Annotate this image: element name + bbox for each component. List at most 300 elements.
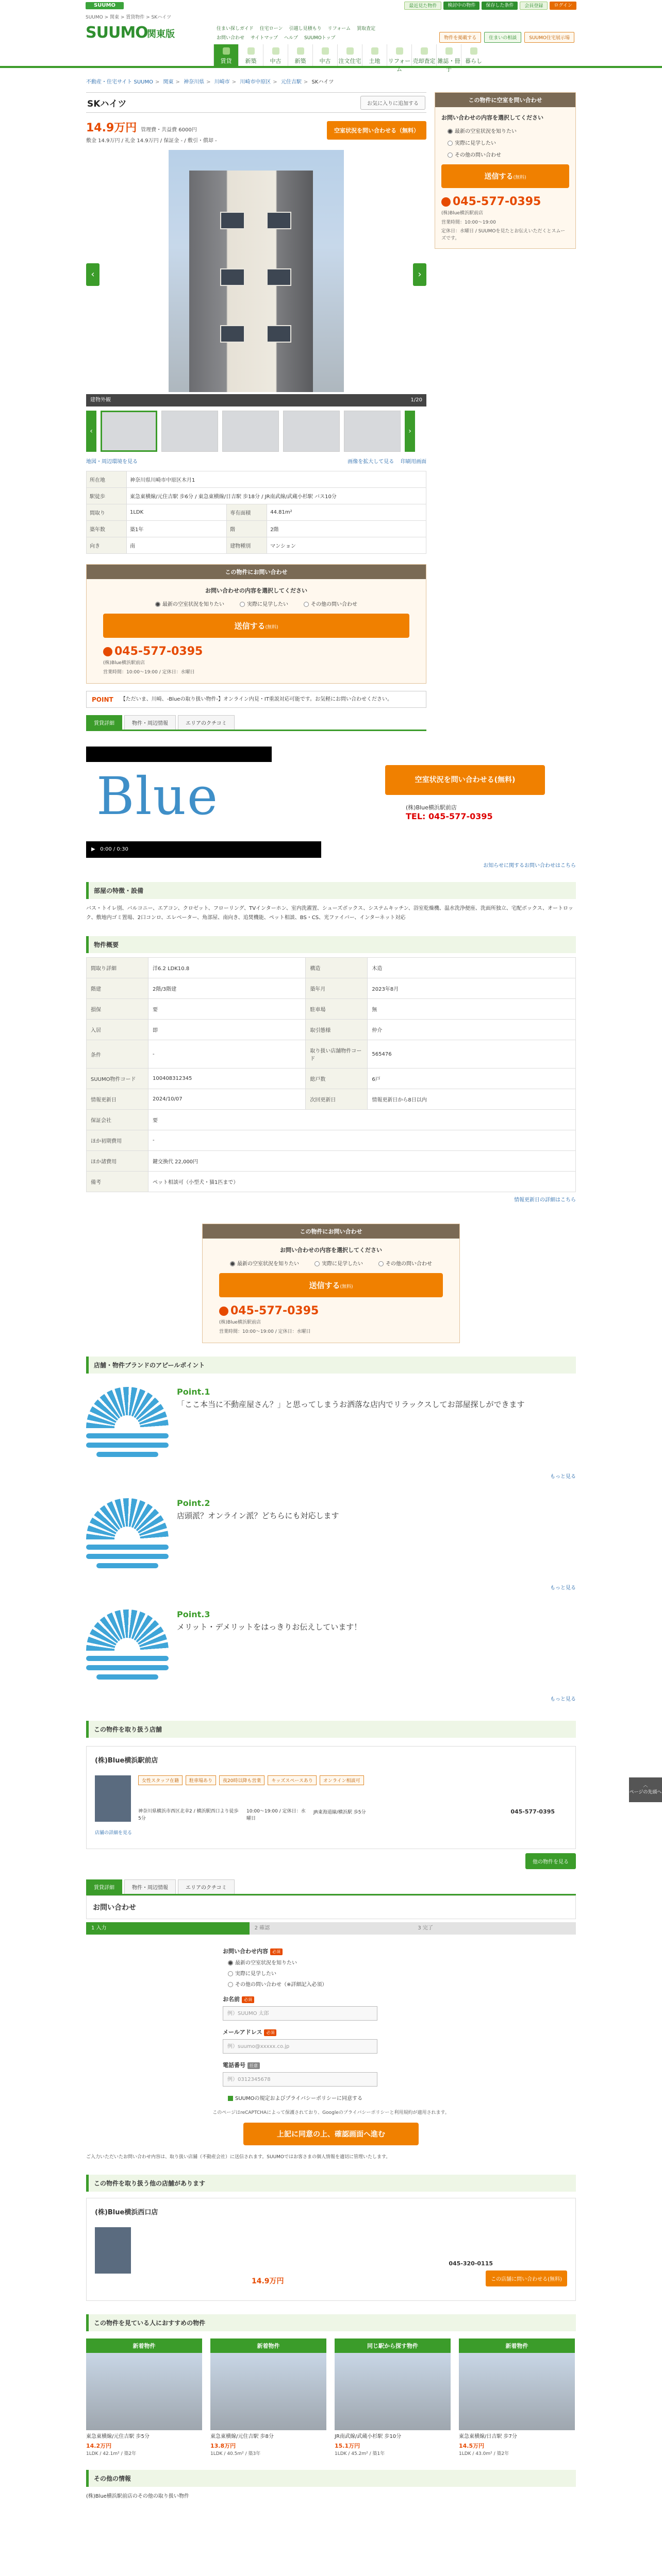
radio-icon xyxy=(228,1971,233,1976)
building-icon xyxy=(247,47,255,55)
spec-value: 神奈川県川崎市中原区木月1 xyxy=(127,471,426,488)
phone-icon xyxy=(103,647,112,656)
tab-rent-detail[interactable]: 賃貸詳細 xyxy=(86,715,122,730)
spec-key: 専有面積 xyxy=(227,504,267,521)
point-text: メリット・デメリットをはっきりお伝えしています！ xyxy=(177,1622,362,1632)
radio-icon xyxy=(378,1261,384,1266)
detail-value: 要 xyxy=(148,999,306,1020)
sidebar xyxy=(435,92,576,731)
detail-value: 情報更新日から8日以内 xyxy=(368,1089,576,1110)
checkbox-icon xyxy=(228,2096,233,2101)
play-icon[interactable]: ▶ xyxy=(91,846,95,852)
detail-key: 総戸数 xyxy=(306,1069,368,1089)
recommend-header: 同じ駅から探す物件 xyxy=(335,2338,451,2353)
inquiry-option[interactable] xyxy=(240,600,288,607)
detail-key: 築年月 xyxy=(306,978,368,999)
gnav-reform[interactable] xyxy=(387,44,411,73)
shop-photo xyxy=(95,1775,131,1822)
global-nav xyxy=(213,44,486,73)
detail-value: 鍵交換代 22,000円 xyxy=(148,1151,576,1172)
breadcrumb-item[interactable]: 神奈川県 xyxy=(184,79,205,85)
detail-table xyxy=(86,957,576,1192)
shop-info-box xyxy=(86,1746,576,1849)
form-label xyxy=(223,2028,439,2036)
spec-key: 建物種別 xyxy=(227,537,267,554)
recommend-card[interactable] xyxy=(459,2338,575,2456)
recommend-card[interactable] xyxy=(210,2338,326,2456)
gnav-new-house[interactable] xyxy=(288,44,312,66)
radio-icon xyxy=(304,602,309,607)
recommend-header: 新着物件 xyxy=(86,2338,202,2353)
gnav-label: 賃貸 xyxy=(220,58,232,64)
radio-icon xyxy=(228,1960,233,1965)
other-shops-title: この物件を取り扱う他の店舗があります xyxy=(86,2175,576,2192)
point-text: 店頭派？オンライン派？どちらにも対応します xyxy=(177,1511,339,1520)
privacy-fine-print: ご入力いただいたお問い合わせ内容は、取り扱い店舗（不動産会社）に送信されます。SUUMOではお客さまの個人情報を適切に管理いたします。 xyxy=(86,2155,391,2160)
header-mininav-2 xyxy=(217,34,336,41)
gnav-label: 暮らし xyxy=(465,58,482,64)
spec-value: 1LDK xyxy=(127,504,227,521)
point-number: Point.2 xyxy=(177,1498,210,1508)
form-label xyxy=(223,2061,439,2069)
recommend-name: 東急東横線/元住吉駅 歩8分 xyxy=(210,2434,274,2440)
gnav-life[interactable] xyxy=(461,44,486,66)
shop-station: JR東海道線/横浜駅 歩5分 xyxy=(313,1810,366,1815)
recommend-price: 14.5万円 xyxy=(459,2443,485,2450)
mid-inquiry-header: この物件にお問い合わせ xyxy=(203,1224,459,1239)
spec-key: 階 xyxy=(227,521,267,537)
side-phone-number[interactable] xyxy=(441,195,569,208)
thumbnail[interactable] xyxy=(222,411,279,452)
option-label: その他の問い合わせ（※詳細記入必須） xyxy=(235,1982,327,1988)
recommend-title: この物件を見ている人におすすめの物件 xyxy=(86,2314,576,2331)
list-property-button[interactable]: 物件を掲載する xyxy=(439,32,481,43)
suumo-logo-small[interactable]: SUUMO xyxy=(86,2,124,9)
banner-note-link[interactable]: お知らせに関するお問い合わせはこちら xyxy=(483,863,576,869)
table-row xyxy=(87,1020,576,1040)
side-shop-name: (株)Blue横浜駅前店 xyxy=(441,211,483,216)
spec-key: 所在地 xyxy=(87,471,127,488)
inquiry-option[interactable] xyxy=(230,1259,299,1267)
more-link[interactable]: もっと見る xyxy=(550,1697,576,1702)
detail-key: 損保 xyxy=(87,999,148,1020)
radio-icon xyxy=(155,602,160,607)
thumbnail[interactable] xyxy=(161,411,218,452)
detail-value: 即 xyxy=(148,1020,306,1040)
form-option[interactable] xyxy=(228,1958,439,1966)
detail-key: 備考 xyxy=(87,1172,148,1192)
considering-link[interactable]: 検討中の物件 xyxy=(443,2,479,10)
shop-tags xyxy=(138,1775,437,1785)
recommend-meta: 1LDK / 40.5m² / 築3年 xyxy=(210,2451,261,2457)
contact-link[interactable]: お問い合わせ xyxy=(217,36,245,41)
detail-value: 100408312345 xyxy=(148,1069,306,1089)
recommend-name: 東急東横線/日吉駅 歩7分 xyxy=(459,2434,517,2440)
table-row xyxy=(87,537,426,554)
more-link[interactable]: もっと見る xyxy=(550,1474,576,1480)
step-input: 1 入力 xyxy=(86,1922,250,1935)
tab-reviews[interactable]: エリアのクチコミ xyxy=(178,715,235,730)
window xyxy=(220,325,245,343)
option-label: その他の問い合わせ xyxy=(386,1261,432,1267)
detail-key: 条件 xyxy=(87,1040,148,1069)
shop-address: 神奈川県横浜市西区北幸2 / 横浜駅西口より徒歩5分 xyxy=(138,1809,239,1821)
area-label: 関東版 xyxy=(147,29,175,40)
breadcrumb-item[interactable]: 元住吉駅 xyxy=(280,79,302,85)
print-link[interactable]: 印刷用画面 xyxy=(401,459,426,465)
gnav-rent[interactable] xyxy=(213,44,238,66)
detail-key: ほか初期費用 xyxy=(87,1130,148,1151)
main-column xyxy=(86,92,426,731)
photo-links xyxy=(86,457,426,465)
loan-link[interactable]: 住宅ローン xyxy=(259,26,283,31)
tab-area-info[interactable]: 物件・周辺情報 xyxy=(124,715,176,730)
shop-info-title: この物件を取り扱う店舗 xyxy=(86,1721,576,1738)
recommend-photo xyxy=(335,2353,451,2430)
form-label-text: 電話番号 xyxy=(223,2062,245,2069)
recommend-grid xyxy=(86,2338,576,2456)
recommend-price: 15.1万円 xyxy=(335,2443,360,2450)
form-option[interactable] xyxy=(228,1980,439,1988)
breadcrumb-current: SKハイツ xyxy=(311,79,334,85)
banner-strip xyxy=(86,747,272,762)
shop-name: (株)Blue横浜駅前店 xyxy=(103,660,145,666)
breadcrumb-item[interactable]: 川崎市 xyxy=(214,79,230,85)
consult-button[interactable]: 住まいの相談 xyxy=(484,32,521,43)
moving-link[interactable]: 引越し見積もり xyxy=(289,26,322,31)
form-label xyxy=(223,1995,439,2003)
breadcrumb-item[interactable]: 不動産・住宅サイト SUUMO xyxy=(86,79,153,85)
breadcrumb-item[interactable]: 川崎市中原区 xyxy=(240,79,271,85)
other-shop-tel[interactable]: 045-320-0115 xyxy=(449,2260,493,2267)
detail-key: 取り扱い店舗物件コード xyxy=(306,1040,368,1069)
shop-info-name[interactable]: (株)Blue横浜駅前店 xyxy=(95,1757,158,1765)
photo-counter: 1/20 xyxy=(410,397,422,403)
spec-table xyxy=(86,471,426,554)
guide-link[interactable]: 住まい探しガイド xyxy=(217,26,254,31)
recommend-name: JR南武線/武蔵小杉駅 歩10分 xyxy=(335,2434,402,2440)
step-complete: 3 完了 xyxy=(412,1922,576,1935)
appeal-item xyxy=(86,1498,576,1596)
form-title: お問い合わせ xyxy=(86,1895,576,1919)
house-icon xyxy=(223,47,230,55)
gnav-custom-home[interactable] xyxy=(337,44,362,66)
banner-shop-tel[interactable]: TEL: 045-577-0395 xyxy=(406,811,493,821)
detail-value: 洋6.2 LDK10.8 xyxy=(148,958,306,978)
blue-logo: Blue xyxy=(96,766,219,826)
inquiry-option[interactable] xyxy=(378,1259,432,1267)
side-note: 定休日：水曜日 / SUUMOを見たとお伝えいただくとスムーズです。 xyxy=(441,229,566,241)
add-favorite-button[interactable]: お気に入りに追加する xyxy=(360,96,425,110)
phone-text: 045-577-0395 xyxy=(114,645,203,658)
side-shop-hours: 営業時間：10:00～19:00 xyxy=(441,219,496,225)
spec-value: マンション xyxy=(267,537,426,554)
required-badge: 必須 xyxy=(270,1948,283,1955)
required-badge: 必須 xyxy=(242,1996,254,2003)
detail-value: 仲介 xyxy=(368,1020,576,1040)
shop-hours: 営業時間：10:00～19:00 / 定休日：水曜日 xyxy=(103,669,195,675)
help-link[interactable]: ヘルプ xyxy=(284,36,299,41)
yen-icon xyxy=(421,47,428,55)
detail-key: 次回更新日 xyxy=(306,1089,368,1110)
photo-caption xyxy=(86,394,426,406)
optional-badge: 任意 xyxy=(247,2062,260,2069)
detail-key: 構造 xyxy=(306,958,368,978)
detail-value: - xyxy=(148,1040,306,1069)
thumb-prev-button[interactable]: ‹ xyxy=(86,411,96,452)
detail-value: ペット相談可（小型犬・猫1匹まで） xyxy=(148,1172,576,1192)
table-row xyxy=(87,1089,576,1110)
spec-value: 東急東横線/元住吉駅 歩6分 / 東急東横線/日吉駅 歩18分 / JR南武線/武蔵小杉駅 バス10分 xyxy=(127,488,426,504)
phone-number[interactable] xyxy=(103,645,409,658)
appeal-title: 店舗・物件ブランドのアピールポイント xyxy=(86,1357,576,1374)
saved-conditions-link[interactable]: 保存した条件 xyxy=(482,2,518,10)
suumo-top-link[interactable]: SUUMOトップ xyxy=(304,36,336,41)
gnav-new-mansion[interactable] xyxy=(238,44,263,66)
map-link[interactable]: 地図・周辺環境を見る xyxy=(86,459,138,465)
top-bar xyxy=(0,0,662,11)
shop-detail-link[interactable]: 店舗の詳細を見る xyxy=(95,1831,133,1836)
inquiry-option[interactable] xyxy=(315,1259,363,1267)
appeal-item xyxy=(86,1387,576,1485)
price-row xyxy=(86,119,426,144)
update-info-link[interactable]: 情報更新日の詳細はこちら xyxy=(514,1197,576,1203)
appeal-list xyxy=(86,1387,576,1707)
table-row xyxy=(87,978,576,999)
table-row xyxy=(87,1110,576,1130)
header-cta xyxy=(439,32,574,43)
tab-rent-detail[interactable]: 賃貸詳細 xyxy=(86,1879,122,1894)
gnav-used-mansion[interactable] xyxy=(263,44,288,66)
point-box xyxy=(86,691,426,708)
table-row xyxy=(87,958,576,978)
phone-input[interactable]: 例）0312345678 xyxy=(223,2072,377,2087)
inquiry-option[interactable] xyxy=(304,600,357,607)
gnav-label: 新築 xyxy=(245,58,257,64)
appeal-item xyxy=(86,1609,576,1707)
confirm-submit-button[interactable]: 上記に同意の上、確認画面へ進む xyxy=(243,2123,419,2145)
page-title: SKハイツ xyxy=(87,98,127,109)
phone-text: 045-577-0395 xyxy=(453,195,541,208)
send-sub: (無料) xyxy=(340,1284,353,1290)
top-nav xyxy=(404,2,576,10)
option-label: 最新の空室状況を知りたい xyxy=(237,1261,299,1267)
table-row xyxy=(87,1069,576,1089)
send-label: 送信する xyxy=(309,1281,340,1290)
page-top-button[interactable] xyxy=(629,1777,662,1802)
management-fee: 管理費・共益費 6000円 xyxy=(141,127,197,133)
detail-value: 要 xyxy=(148,1110,576,1130)
inquiry-form xyxy=(86,1879,576,2161)
spec-key: 間取り xyxy=(87,504,127,521)
recommend-photo xyxy=(459,2353,575,2430)
thumbnail[interactable] xyxy=(283,411,340,452)
recaptcha-notice: このページはreCAPTCHAによって保護されており、Googleのプライバシーポリシーと利用規約が適用されます。 xyxy=(212,2110,450,2115)
login-button[interactable]: ログイン xyxy=(550,2,576,10)
recommend-card[interactable] xyxy=(86,2338,202,2456)
thumbnail[interactable] xyxy=(101,411,157,452)
other-shop-name[interactable]: (株)Blue横浜西口店 xyxy=(95,2209,158,2217)
table-row xyxy=(87,1130,576,1151)
enlarge-image-link[interactable]: 画像を拡大して見る xyxy=(347,459,394,465)
option-label: その他の問い合わせ xyxy=(311,602,357,607)
detail-key: 駐車場 xyxy=(306,999,368,1020)
inquiry-question: お問い合わせの内容を選択してください xyxy=(205,587,307,594)
next-photo-button[interactable]: › xyxy=(413,263,426,286)
shop-tag: 女性スタッフ在籍 xyxy=(138,1775,183,1785)
send-label: 送信する xyxy=(234,621,266,631)
option-label: 実際に見学したい xyxy=(235,1971,276,1977)
window xyxy=(220,212,245,229)
radio-icon xyxy=(228,1982,233,1987)
email-input[interactable]: 例）suumo@xxxxx.co.jp xyxy=(223,2039,377,2054)
detail-value: 2023年8月 xyxy=(368,978,576,999)
detail-value: 木造 xyxy=(368,958,576,978)
form-label-text: お問い合わせ内容 xyxy=(223,1948,268,1955)
other-properties-button[interactable]: 他の物件を見る xyxy=(525,1853,576,1869)
recommend-price: 13.8万円 xyxy=(210,2443,236,2450)
form-option[interactable] xyxy=(228,1969,439,1977)
send-sub: (無料) xyxy=(265,625,278,630)
window xyxy=(267,268,291,286)
shop-hours-detail: 10:00～19:00 / 定休日：水曜日 xyxy=(246,1809,306,1821)
option-label: 実際に見学したい xyxy=(247,602,288,607)
other-shop-photo xyxy=(95,2227,131,2274)
gnav-label: 新築 xyxy=(294,58,306,64)
gnav-label: リフォーム xyxy=(388,58,411,73)
option-label: 最新の空室状況を知りたい xyxy=(162,602,224,607)
gnav-label: 中古 xyxy=(319,58,331,64)
gnav-land[interactable] xyxy=(362,44,387,66)
footer-text[interactable]: (株)Blue横浜駅前店のその他の取り扱い物件 xyxy=(86,2494,189,2500)
recommend-meta: 1LDK / 45.2m² / 築1年 xyxy=(335,2451,385,2457)
thumb-next-button[interactable]: › xyxy=(405,411,415,452)
side-inquiry-header: この物件に空室を問い合わせ xyxy=(435,93,575,107)
mid-shop-hours: 営業時間：10:00～19:00 / 定休日：水曜日 xyxy=(219,1329,311,1334)
register-link[interactable]: 会員登録 xyxy=(520,2,548,10)
recommend-name: 東急東横線/元住吉駅 歩5分 xyxy=(86,2434,150,2440)
window xyxy=(220,268,245,286)
tab-area-info[interactable]: 物件・周辺情報 xyxy=(124,1879,176,1894)
more-link[interactable]: もっと見る xyxy=(550,1585,576,1591)
sun-logo-icon xyxy=(86,1609,169,1692)
inquiry-option[interactable] xyxy=(155,600,224,607)
sitemap-link[interactable]: サイトマップ xyxy=(251,36,278,41)
form-label-text: お名前 xyxy=(223,1996,240,2003)
table-row xyxy=(87,1172,576,1192)
detail-key: SUUMO物件コード xyxy=(87,1069,148,1089)
mid-inquiry-question: お問い合わせの内容を選択してください xyxy=(280,1247,382,1253)
spec-value: 2階 xyxy=(267,521,426,537)
thumbnail[interactable] xyxy=(344,411,401,452)
video-player[interactable] xyxy=(86,841,321,858)
detail-title: 物件概要 xyxy=(86,936,576,953)
sun-logo-icon xyxy=(86,1387,169,1469)
table-row xyxy=(87,1151,576,1172)
side-option[interactable] xyxy=(448,127,569,134)
assess-link[interactable]: 買取査定 xyxy=(357,26,376,31)
recently-viewed-link[interactable]: 最近見た物件 xyxy=(404,2,441,10)
detail-key: 取引態様 xyxy=(306,1020,368,1040)
side-question: お問い合わせの内容を選択してください xyxy=(441,114,543,121)
recommend-photo xyxy=(86,2353,202,2430)
photo-gallery xyxy=(86,150,426,406)
point-text: 【ただいま、川崎、-Blueの取り扱い物件-】オンライン内見・IT重説対応可能です。お気軽にお問い合わせください。 xyxy=(120,697,393,702)
footer-title: その他の情報 xyxy=(86,2470,576,2487)
gnav-used-house[interactable] xyxy=(312,44,337,66)
vacancy-inquiry-button[interactable]: 空室状況を問い合わせる（無料） xyxy=(327,121,426,140)
gnav-magazine[interactable] xyxy=(436,44,461,73)
form-label xyxy=(223,1947,439,1955)
recommend-photo xyxy=(210,2353,326,2430)
inquiry-header: この物件にお問い合わせ xyxy=(87,565,426,579)
gnav-sell[interactable] xyxy=(411,44,436,66)
agree-checkbox[interactable] xyxy=(228,2094,439,2102)
detail-key: 入居 xyxy=(87,1020,148,1040)
send-sub: (無料) xyxy=(513,175,526,180)
name-input[interactable]: 例）SUUMO 太郎 xyxy=(223,2006,377,2021)
other-shop-inquiry-button[interactable]: この店舗に問い合わせる(無料) xyxy=(486,2270,567,2286)
shop-tag: オンライン相談可 xyxy=(320,1775,364,1785)
window xyxy=(267,325,291,343)
breadcrumb-item[interactable]: 関東 xyxy=(163,79,174,85)
form-label-text: メールアドレス xyxy=(223,2029,262,2036)
point-label: POINT xyxy=(92,696,113,703)
spec-value: 44.81m² xyxy=(267,504,426,521)
side-option[interactable] xyxy=(448,150,569,158)
radio-icon xyxy=(448,152,453,158)
window xyxy=(267,212,291,229)
point-number: Point.1 xyxy=(177,1387,210,1397)
shop-tel[interactable]: 045-577-0395 xyxy=(510,1808,555,1815)
suumo-logo[interactable]: SUUMO xyxy=(86,24,148,42)
recommend-price: 14.2万円 xyxy=(86,2443,112,2450)
other-shop-box xyxy=(86,2198,576,2301)
showroom-button[interactable]: SUUMO住宅展示場 xyxy=(524,32,574,43)
detail-key: ほか諸費用 xyxy=(87,1151,148,1172)
detail-key: 間取り詳細 xyxy=(87,958,148,978)
features-text: バス・トイレ別、バルコニー、エアコン、クロゼット、フローリング、TVインターホン、室内洗濯置、シューズボックス、システムキッチン、浴室乾燥機、温水洗浄便座、洗面所独立、宅配ボックス、オートロック、敷地内ゴミ置場、2口コンロ、エレベーター、角部屋、南向き、追焚機能、ペット相談、BS・CS、光ファイバー、インターネット対応 xyxy=(86,906,573,921)
spec-key: 築年数 xyxy=(87,521,127,537)
reform-link[interactable]: リフォーム xyxy=(327,26,351,31)
land-icon xyxy=(371,47,378,55)
prev-photo-button[interactable]: ‹ xyxy=(86,263,100,286)
recommend-meta: 1LDK / 42.1m² / 築2年 xyxy=(86,2451,137,2457)
building-photo[interactable] xyxy=(169,150,344,392)
send-button[interactable] xyxy=(103,614,409,638)
tool-icon xyxy=(396,47,403,55)
side-option[interactable] xyxy=(448,139,569,146)
point-text: 「ここ本当に不動産屋さん？」と思ってしまうお洒落な店内でリラックスしてお部屋探しができます xyxy=(177,1400,525,1409)
mid-inquiry-box xyxy=(202,1224,460,1343)
recommend-card[interactable] xyxy=(335,2338,451,2456)
side-send-button[interactable] xyxy=(441,164,569,188)
detail-key: 階建 xyxy=(87,978,148,999)
gnav-label: 雑誌・冊子 xyxy=(437,58,460,73)
building-icon xyxy=(272,47,279,55)
inquiry-box xyxy=(86,564,426,684)
mid-phone-number[interactable] xyxy=(219,1304,443,1317)
mid-send-button[interactable] xyxy=(219,1273,443,1297)
banner-shop-name: (株)Blue横浜駅前店 xyxy=(406,804,457,811)
hammer-icon xyxy=(346,47,354,55)
phone-icon xyxy=(441,197,451,207)
detail-key: 情報更新日 xyxy=(87,1089,148,1110)
radio-icon xyxy=(448,129,453,134)
tab-reviews[interactable]: エリアのクチコミ xyxy=(178,1879,235,1894)
table-row xyxy=(87,1040,576,1069)
banner-vacancy-button[interactable]: 空室状況を問い合わせる(無料) xyxy=(385,765,545,795)
